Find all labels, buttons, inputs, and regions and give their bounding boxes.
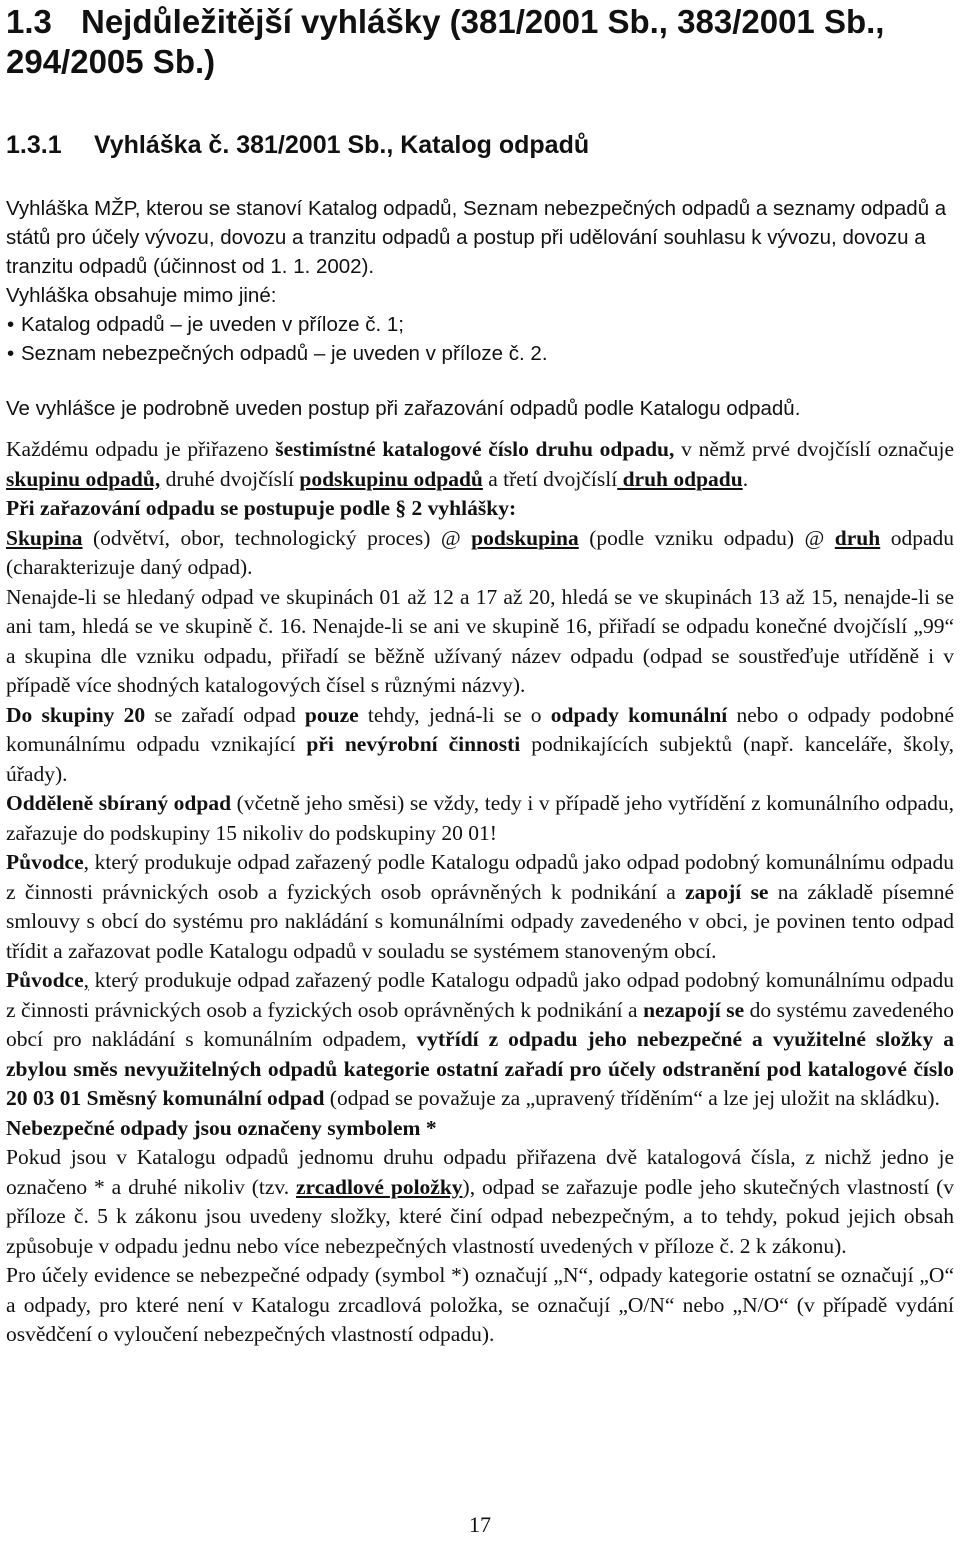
evidence-paragraph: Pro účely evidence se nebezpečné odpady (symbol *) označují „N“, odpady kategorie ostatní se označují „O“ a odpady, pro které není v Katalogu zrcadlová položka, se označují „O/N“ nebo „N/O“ (v případě vydání osvědčení o vyloučení nebezpečných vlastností odpadu). — [6, 1263, 954, 1346]
procedure-paragraph: Ve vyhlášce je podrobně uveden postup při zařazování odpadů podle Katalogu odpadů. — [6, 397, 801, 420]
group-20-paragraph: Do skupiny 20 se zařadí odpad pouze tehdy, jedná-li se o odpady komunální nebo o odpady podobné komunálnímu odpadu vznikající při nevýrobní činnosti podnikajících subjektů (např. kanceláře, školy, úřady). — [6, 702, 954, 786]
subsection-heading — [6, 130, 589, 160]
hierarchy-paragraph: Skupina (odvětví, obor, technologický proces) @ podskupina (podle vzniku odpadu) @ druh odpadu (charakterizuje daný odpad). — [6, 525, 954, 579]
subsection-title: Vyhláška č. 381/2001 Sb., Katalog odpadů — [94, 131, 590, 159]
procedure-heading: Při zařazování odpadu se postupuje podle § 2 vyhlášky: — [6, 496, 517, 520]
producer-joined-paragraph: Původce, který produkuje odpad zařazený podle Katalogu odpadů jako odpad podobný komunálnímu odpadu z činnosti právnických osob a fyzických osob oprávněných k podnikání a zapojí se na základě písemné smlouvy s obcí do systému pro nakládání s komunálními odpady zavedeného v obci, je povinen tento odpad třídit a zařazovat podle Katalogu odpadů v souladu se systémem stanoveným obcí. — [6, 850, 954, 963]
bullet-icon: • — [7, 342, 15, 365]
hazardous-heading: Nebezpečné odpady jsou označeny symbolem * — [6, 1115, 437, 1140]
intro-block — [6, 194, 954, 423]
main-text — [6, 435, 954, 1350]
producer-not-joined-paragraph: Původce, který produkuje odpad zařazený podle Katalogu odpadů jako odpad podobný komunálnímu odpadu z činnosti právnických osob a fyzických osob oprávněných k podnikání a nezapojí se do systému zavedeného obcí pro nakládání s komunálním odpadem, vytřídí z odpadu jeho nebezpečné a využitelné složky a zbylou směs nevyužitelných odpadů kategorie ostatní zařadí pro účely odstranění pod katalogové číslo 20 03 01 Směsný komunální odpad (odpad se považuje za „upravený tříděním“ a lze jej uložit na skládku). — [6, 968, 954, 1110]
section-heading — [6, 2, 946, 82]
intro-paragraph: Vyhláška MŽP, kterou se stanoví Katalog odpadů, Seznam nebezpečných odpadů a seznamy odpadů a států pro účely vývozu, dovozu a tranzitu odpadů a postup při udělování souhlasu k vývozu, dovozu a tranzitu odpadů (účinnost od 1. 1. 2002). — [6, 197, 947, 278]
catalog-number-paragraph: Každému odpadu je přiřazeno šestimístné katalogové číslo druhu odpadu, v němž prvé dvojčíslí označuje skupinu odpadů, druhé dvojčíslí podskupinu odpadů a třetí dvojčíslí druh odpadu. — [6, 437, 954, 491]
bullet-icon: • — [7, 313, 15, 336]
subsection-number: 1.3.1 — [6, 131, 62, 159]
section-title: Nejdůležitější vyhlášky (381/2001 Sb., 383/2001 Sb., 294/2005 Sb.) — [6, 3, 885, 80]
section-number: 1.3 — [6, 3, 52, 40]
mirror-entries-paragraph: Pokud jsou v Katalogu odpadů jednomu druhu odpadu přiřazena dvě katalogová čísla, z nichž jedno je označeno * a druhé nikoliv (tzv. zrcadlové položky), odpad se zařazuje podle jeho skutečných vlastností (v příloze č. 5 k zákonu jsou uvedeny složky, které činí odpad nebezpečným, a to tehdy, pokud jejich obsah způsobuje v odpadu jednu nebo více nebezpečných vlastností uvedených v příloze č. 2 k zákonu). — [6, 1145, 954, 1258]
separated-waste-paragraph: Odděleně sbíraný odpad (včetně jeho směsi) se vždy, tedy i v případě jeho vytřídění z komunálního odpadu, zařazuje do podskupiny 15 nikoliv do podskupiny 20 01! — [6, 791, 954, 845]
intro-list-lead: Vyhláška obsahuje mimo jiné: — [6, 284, 277, 307]
list-item: • Katalog odpadů – je uveden v příloze č. 1; — [6, 310, 954, 339]
list-item: • Seznam nebezpečných odpadů – je uveden v příloze č. 2. — [6, 339, 954, 368]
search-order-paragraph: Nenajde-li se hledaný odpad ve skupinách 01 až 12 a 17 až 20, hledá se ve skupinách 13 až 15, nenajde-li se ani tam, hledá se ve skupině č. 16. Nenajde-li se ani ve skupině 16, přiřadí se odpadu konečné dvojčíslí „99“ a skupina dle vzniku odpadu, přiřadí se běžně užívaný název odpadu (odpad se soustřeďuje utříděně i v případě více shodných katalogových čísel s různými názvy). — [6, 584, 954, 697]
page-number: 17 — [469, 1512, 491, 1537]
